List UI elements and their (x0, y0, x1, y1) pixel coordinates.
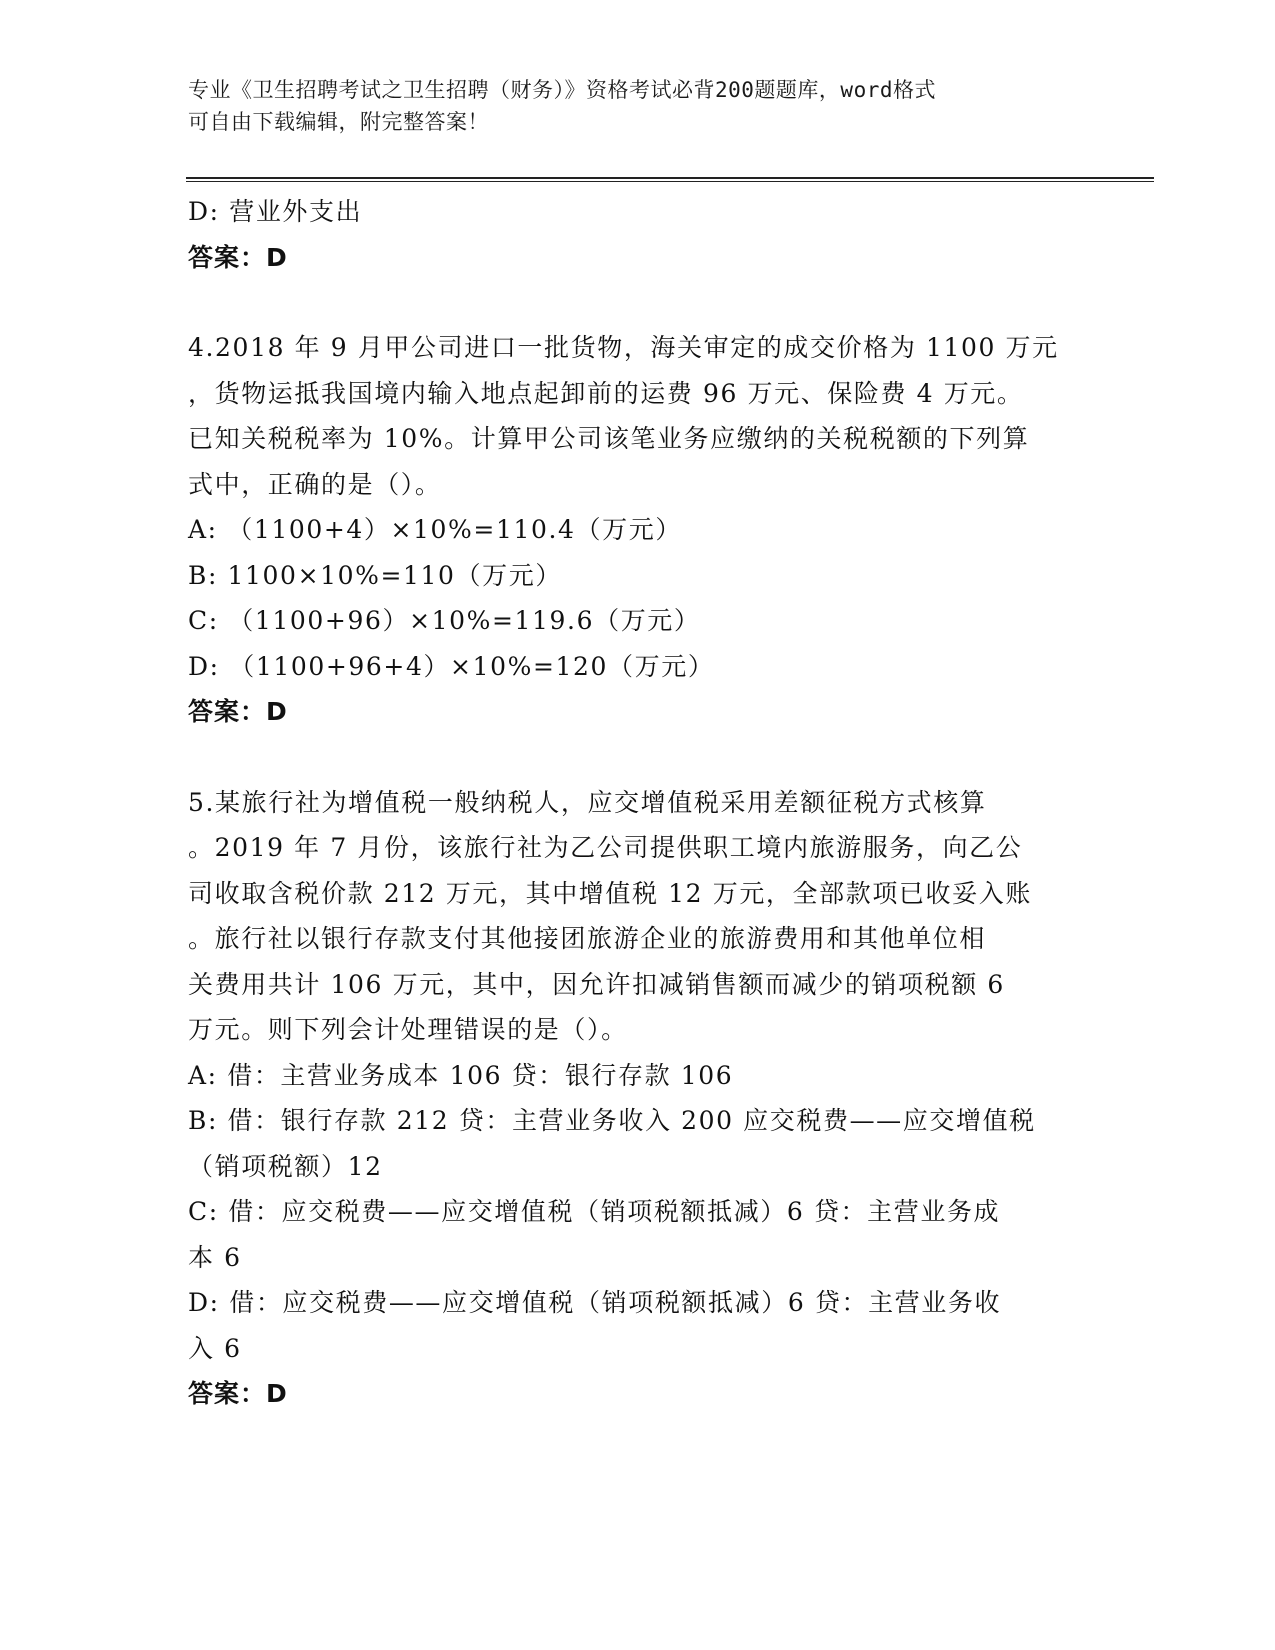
answer-line: 答案：D (188, 1379, 288, 1408)
option-d: D: （1100+96+4）×10%=120（万元） (188, 651, 715, 681)
option-d: D: 营业外支出 (188, 197, 363, 226)
option-d: D: 借：应交税费——应交增值税（销项税额抵减）6 贷：主营业务收 (188, 1288, 1002, 1317)
question-stem-line: 5.某旅行社为增值税一般纳税人，应交增值税采用差额征税方式核算 (188, 787, 987, 817)
option-b: B: 借：银行存款 212 贷：主营业务收入 200 应交税费——应交增值税 (188, 1106, 1036, 1135)
question-stem-line: 4.2018 年 9 月甲公司进口一批货物，海关审定的成交价格为 1100 万元 (188, 333, 1059, 362)
spacer (188, 735, 1088, 780)
document-header (188, 74, 1088, 138)
header-line-2: 可自由下载编辑，附完整答案！ (188, 110, 489, 134)
question-stem-line: ，货物运抵我国境内输入地点起卸前的运费 96 万元、保险费 4 万元。 (188, 378, 1024, 408)
question-5 (188, 780, 1088, 1417)
header-line-1: 专业《卫生招聘考试之卫生招聘（财务）》资格考试必背200题题库，word格式 (188, 78, 936, 102)
answer-line: 答案：D (188, 242, 288, 272)
spacer (188, 280, 1088, 325)
question-stem-line: 关费用共计 106 万元，其中，因允许扣减销售额而减少的销项税额 6 (188, 969, 1005, 999)
option-c: C: 借：应交税费——应交增值税（销项税额抵减）6 贷：主营业务成 (188, 1197, 1001, 1226)
question-stem-line: 司收取含税价款 212 万元，其中增值税 12 万元，全部款项已收妥入账 (188, 878, 1032, 908)
question-stem-line: 式中，正确的是（）。 (188, 469, 442, 499)
header-rule-thin (186, 181, 1154, 182)
option-a: A: （1100+4）×10%=110.4（万元） (188, 515, 682, 544)
option-c-continued: 本 6 (188, 1242, 242, 1272)
question-stem-line: 。2019 年 7 月份，该旅行社为乙公司提供职工境内旅游服务，向乙公 (188, 833, 1023, 862)
header-rule-thick (186, 177, 1154, 179)
option-d-continued: 入 6 (188, 1333, 242, 1363)
option-b: B: 1100×10%=110（万元） (188, 560, 562, 590)
question-stem-line: 已知关税税率为 10%。计算甲公司该笔业务应缴纳的关税税额的下列算 (188, 424, 1030, 453)
document-content (188, 189, 1088, 1417)
option-c: C: （1100+96）×10%=119.6（万元） (188, 606, 701, 635)
question-3-tail (188, 189, 1088, 280)
question-stem-line: 。旅行社以银行存款支付其他接团旅游企业的旅游费用和其他单位相 (188, 924, 987, 953)
question-4 (188, 325, 1088, 735)
question-stem-line: 万元。则下列会计处理错误的是（）。 (188, 1015, 628, 1044)
option-b-continued: （销项税额）12 (188, 1151, 383, 1181)
answer-line: 答案：D (188, 697, 288, 726)
option-a: A: 借：主营业务成本 106 贷：银行存款 106 (188, 1060, 734, 1090)
